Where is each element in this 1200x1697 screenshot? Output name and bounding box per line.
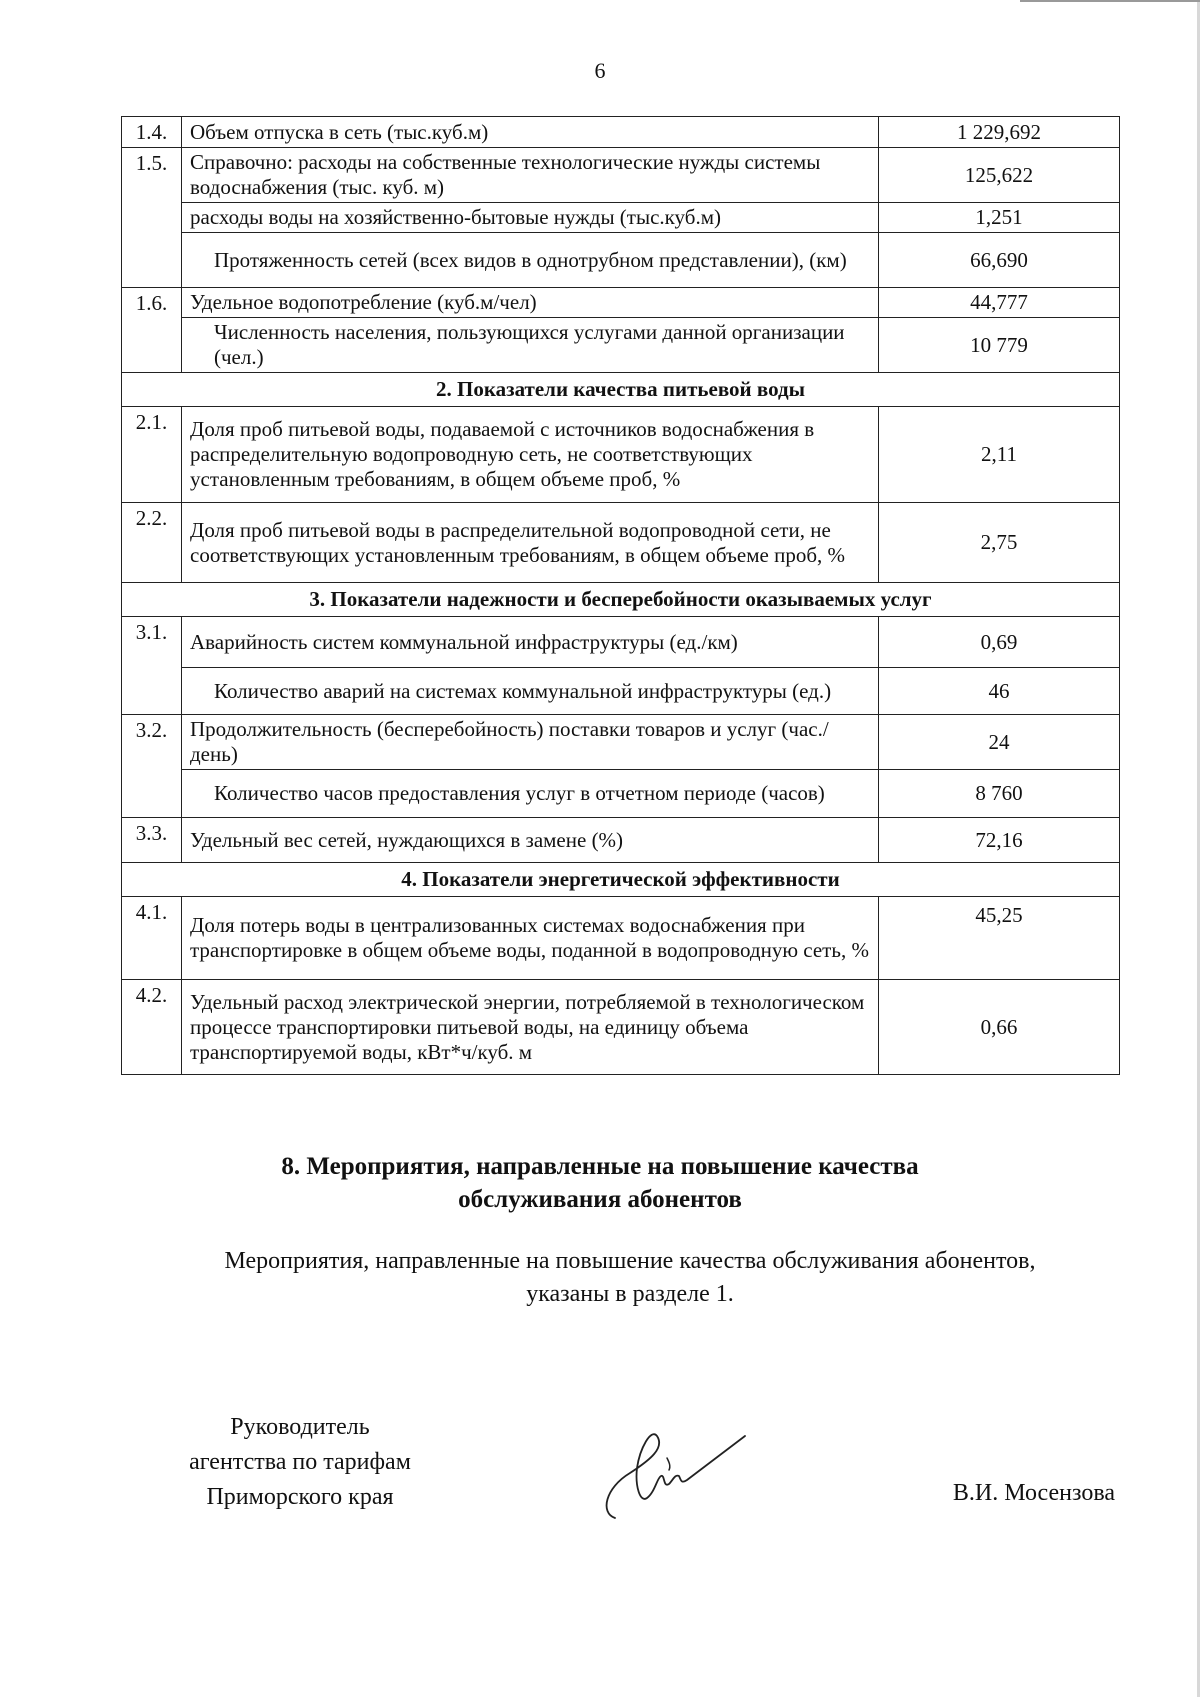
row-text: Доля потерь воды в централизованных системах водоснабжения при транспортировке в общем объеме воды, поданной в водопроводную сеть, % <box>182 897 879 980</box>
row-value: 0,66 <box>879 980 1120 1075</box>
row-value: 66,690 <box>879 233 1120 288</box>
row-text: Удельный расход электрической энергии, потребляемой в технологическом процессе транспортировки питьевой воды, на единицу объема транспортируемой воды, кВт*ч/куб. м <box>182 980 879 1075</box>
row-text: Продолжительность (бесперебойность) поставки товаров и услуг (час./день) <box>182 715 879 770</box>
row-number: 1.4. <box>122 117 182 148</box>
row-text: Удельный вес сетей, нуждающихся в замене (%) <box>182 818 879 863</box>
row-text: Объем отпуска в сеть (тыс.куб.м) <box>182 117 879 148</box>
row-number: 3.3. <box>122 818 182 863</box>
signer-position <box>155 1410 445 1515</box>
row-number: 1.5. <box>122 148 182 288</box>
table-row <box>122 233 1120 288</box>
signer-position-line: Руководитель <box>230 1414 370 1440</box>
row-text: Аварийность систем коммунальной инфраструктуры (ед./км) <box>182 617 879 668</box>
row-text: Доля проб питьевой воды, подаваемой с источников водоснабжения в распределительную водопроводную сеть, не соответствующих установленным требованиям, в общем объеме проб, % <box>182 407 879 503</box>
signer-position-line: агентства по тарифам <box>189 1449 411 1475</box>
table-row <box>122 617 1120 668</box>
section-heading: 3. Показатели надежности и бесперебойности оказываемых услуг <box>122 583 1120 617</box>
row-text: Количество аварий на системах коммунальной инфраструктуры (ед.) <box>182 668 879 715</box>
section-8-text <box>140 1245 1120 1311</box>
section-8-text-line: указаны в разделе 1. <box>526 1281 734 1307</box>
table-row <box>122 318 1120 373</box>
row-value: 2,11 <box>879 407 1120 503</box>
row-number: 3.2. <box>122 715 182 818</box>
section-8-title-line: обслуживания абонентов <box>458 1186 742 1213</box>
row-value: 10 779 <box>879 318 1120 373</box>
signer-position-line: Приморского края <box>206 1484 394 1510</box>
row-value: 1 229,692 <box>879 117 1120 148</box>
row-text: Численность населения, пользующихся услугами данной организации (чел.) <box>182 318 879 373</box>
row-value: 2,75 <box>879 503 1120 583</box>
row-value: 125,622 <box>879 148 1120 203</box>
row-value: 72,16 <box>879 818 1120 863</box>
table-row <box>122 668 1120 715</box>
table-row <box>122 897 1120 980</box>
row-text: Количество часов предоставления услуг в отчетном периоде (часов) <box>182 770 879 818</box>
table-row <box>122 980 1120 1075</box>
table-row <box>122 148 1120 203</box>
signer-name: В.И. Мосензова <box>952 1480 1115 1506</box>
table-row <box>122 818 1120 863</box>
row-text: расходы воды на хозяйственно-бытовые нужды (тыс.куб.м) <box>182 203 879 233</box>
row-number: 1.6. <box>122 288 182 373</box>
row-value: 46 <box>879 668 1120 715</box>
scan-top-edge <box>1020 0 1200 2</box>
row-number: 3.1. <box>122 617 182 715</box>
row-text: Удельное водопотребление (куб.м/чел) <box>182 288 879 318</box>
table-row <box>122 407 1120 503</box>
table-row <box>122 715 1120 770</box>
row-number: 4.2. <box>122 980 182 1075</box>
table-row <box>122 117 1120 148</box>
handwritten-signature <box>595 1418 755 1528</box>
section-8-title-line: 8. Мероприятия, направленные на повышение качества <box>281 1153 919 1180</box>
section-row <box>122 583 1120 617</box>
table-row <box>122 503 1120 583</box>
row-value: 0,69 <box>879 617 1120 668</box>
section-heading: 4. Показатели энергетической эффективности <box>122 863 1120 897</box>
row-value: 1,251 <box>879 203 1120 233</box>
table-row <box>122 288 1120 318</box>
section-row <box>122 373 1120 407</box>
section-heading: 2. Показатели качества питьевой воды <box>122 373 1120 407</box>
section-row <box>122 863 1120 897</box>
row-number: 2.1. <box>122 407 182 503</box>
row-number: 4.1. <box>122 897 182 980</box>
row-value: 45,25 <box>879 897 1120 980</box>
row-value: 24 <box>879 715 1120 770</box>
row-value: 44,777 <box>879 288 1120 318</box>
row-text: Справочно: расходы на собственные технологические нужды системы водоснабжения (тыс. куб. м) <box>182 148 879 203</box>
indicators-table <box>121 116 1120 1075</box>
row-text: Протяженность сетей (всех видов в однотрубном представлении), (км) <box>182 233 879 288</box>
section-8-text-line: Мероприятия, направленные на повышение качества обслуживания абонентов, <box>224 1248 1036 1274</box>
page-number: 6 <box>594 58 606 83</box>
row-text: Доля проб питьевой воды в распределительной водопроводной сети, не соответствующих установленным требованиям, в общем объеме проб, % <box>182 503 879 583</box>
section-8-title <box>0 1150 1200 1216</box>
row-number: 2.2. <box>122 503 182 583</box>
row-value: 8 760 <box>879 770 1120 818</box>
table-row <box>122 203 1120 233</box>
table-row <box>122 770 1120 818</box>
